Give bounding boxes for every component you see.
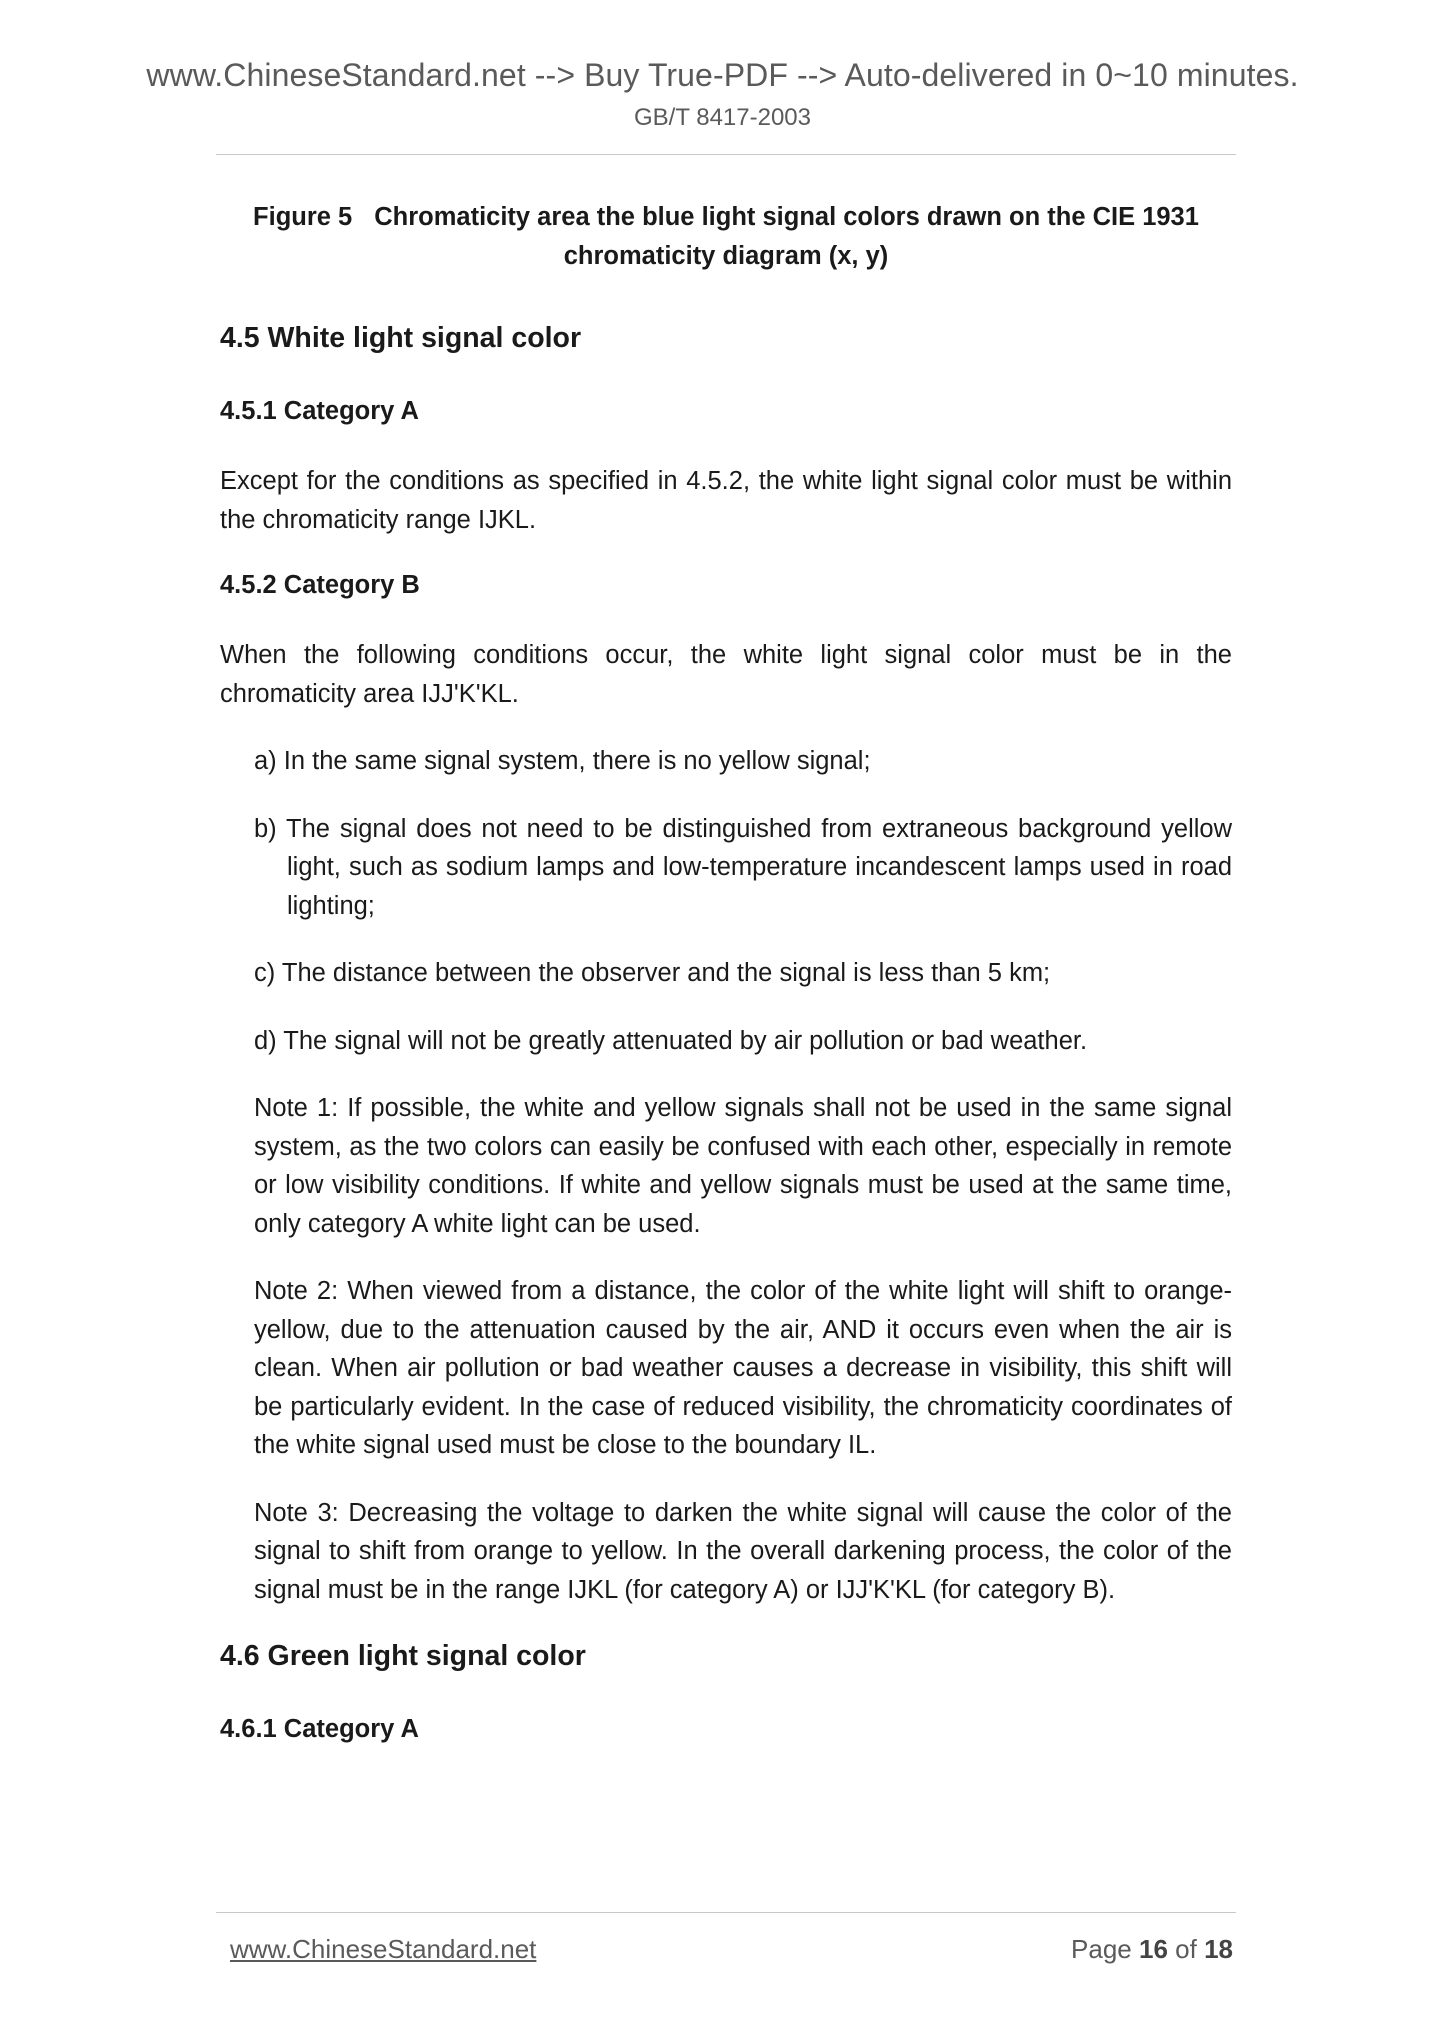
subsection-heading-4-6-1: 4.6.1 Category A (220, 1715, 419, 1743)
page-current: 16 (1139, 1934, 1168, 1964)
section-heading-4-6: 4.6 Green light signal color (220, 1640, 586, 1672)
footer-divider (216, 1912, 1236, 1913)
paragraph-4-5-2: When the following conditions occur, the white light signal color must be in the chromaticity area IJJ'K'KL. (220, 641, 1232, 708)
note-1: Note 1: If possible, the white and yellow signals shall not be used in the same signal system, as the two colors can easily be confused with each other, especially in remote or low visibility conditions. If white and yellow signals must be used at the same time, only category A white light can be used. (254, 1094, 1232, 1238)
figure-caption-text: Chromaticity area the blue light signal colors drawn on the CIE 1931 chromaticity diagram (x, y) (374, 203, 1199, 270)
figure-number: Figure 5 (253, 203, 353, 231)
page-word: Page (1071, 1934, 1132, 1964)
note-2: Note 2: When viewed from a distance, the color of the white light will shift to orange-yellow, due to the attenuation caused by the air, AND it occurs even when the air is clean. When air pollution or bad weather causes a decrease in visibility, this shift will be particularly evident. In the case of reduced visibility, the chromaticity coordinates of the white signal used must be close to the boundary IL. (254, 1277, 1232, 1459)
list-item-a: a) In the same signal system, there is no yellow signal; (254, 747, 871, 775)
list-item-b: b) The signal does not need to be distinguished from extraneous background yellow light, such as sodium lamps and low-temperature incandescent lamps used in road lighting; (254, 814, 1232, 920)
list-item-d: d) The signal will not be greatly attenuated by air pollution or bad weather. (254, 1026, 1088, 1055)
header-doc-id: GB/T 8417-2003 (633, 104, 811, 131)
section-heading-4-5: 4.5 White light signal color (220, 322, 582, 354)
list-item-c: c) The distance between the observer and the signal is less than 5 km; (254, 959, 1051, 987)
paragraph-4-5-1: Except for the conditions as specified in 4.5.2, the white light signal color must be within the chromaticity range IJKL. (220, 467, 1232, 534)
subsection-heading-4-5-2: 4.5.2 Category B (220, 571, 420, 599)
subsection-heading-4-5-1: 4.5.1 Category A (220, 397, 419, 425)
figure-caption (220, 198, 1232, 276)
page-content (220, 198, 1232, 1780)
page-of: of (1175, 1934, 1197, 1964)
header-divider (216, 154, 1236, 155)
header-banner[interactable]: www.ChineseStandard.net --> Buy True-PDF --> Auto-delivered in 0~10 minutes. (146, 57, 1299, 93)
page-total: 18 (1204, 1934, 1233, 1964)
page-number (1071, 1934, 1233, 1965)
footer-site-link[interactable]: www.ChineseStandard.net (230, 1934, 537, 1964)
note-3: Note 3: Decreasing the voltage to darken the white signal will cause the color of the signal to shift from orange to yellow. In the overall darkening process, the color of the signal must be in the range IJKL (for category A) or IJJ'K'KL (for category B). (254, 1498, 1232, 1604)
